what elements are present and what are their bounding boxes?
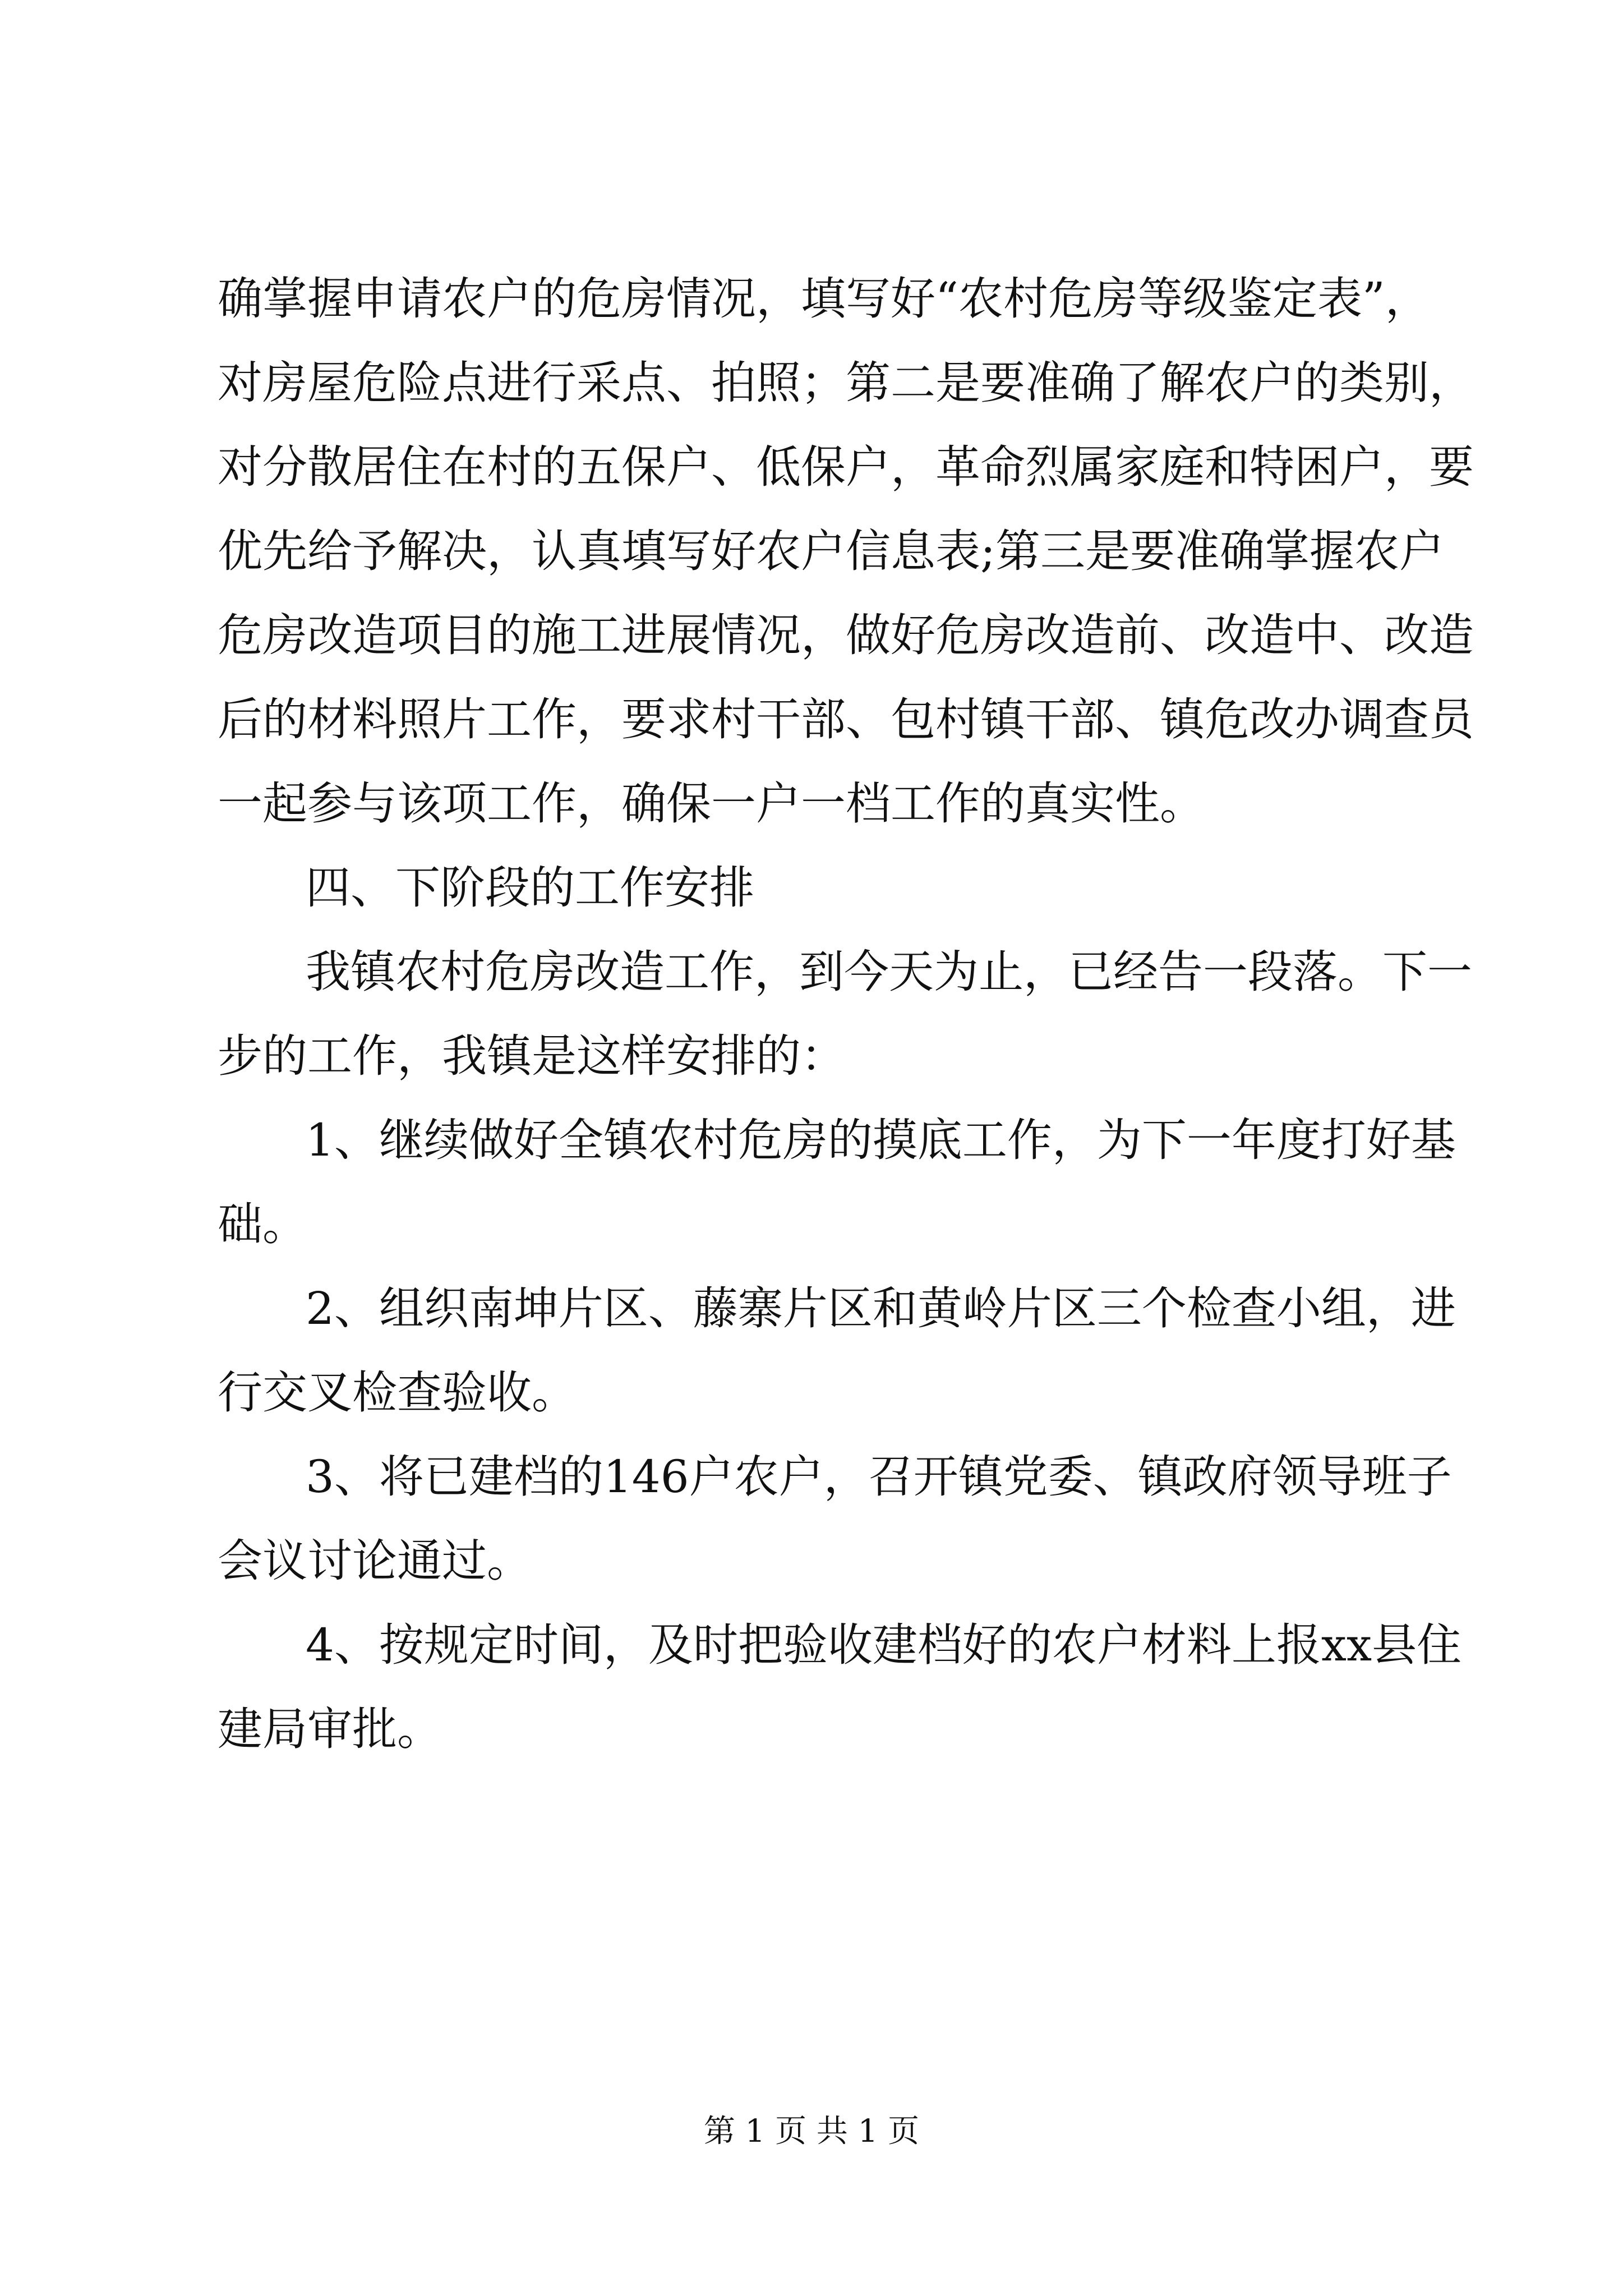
text-line: 确掌握申请农户的危房情况，填写好“农村危房等级鉴定表”， (218, 273, 1430, 325)
list-item-line: 会议讨论通过。 (218, 1535, 532, 1587)
text-line: 对房屋危险点进行采点、拍照；第二是要准确了解农户的类别， (218, 357, 1474, 409)
list-item-line: 2、组织南坤片区、藤寨片区和黄岭片区三个检查小组，进 (306, 1282, 1456, 1335)
section-heading: 四、下阶段的工作安排 (306, 862, 754, 914)
list-item-line: 4、按规定时间，及时把验收建档好的农户材料上报xx县住 (306, 1619, 1462, 1671)
text-line: 一起参与该项工作，确保一户一档工作的真实性。 (218, 777, 1205, 830)
list-item-line: 1、继续做好全镇农村危房的摸底工作，为下一年度打好基 (306, 1114, 1456, 1166)
text-line: 优先给予解决，认真填写好农户信息表;第三是要准确掌握农户 (218, 525, 1444, 577)
list-item-line: 建局审批。 (218, 1703, 442, 1755)
text-line: 后的材料照片工作，要求村干部、包村镇干部、镇危改办调查员 (218, 693, 1474, 746)
page-footer: 第 1 页 共 1 页 (703, 2113, 920, 2150)
text-line: 步的工作，我镇是这样安排的： (218, 1030, 846, 1082)
list-item-line: 础。 (218, 1198, 307, 1250)
text-line: 危房改造项目的施工进展情况，做好危房改造前、改造中、改造 (218, 609, 1474, 661)
list-item-line: 行交叉检查验收。 (218, 1366, 577, 1419)
text-line: 对分散居住在村的五保户、低保户，革命烈属家庭和特困户，要 (218, 441, 1474, 493)
list-item-line: 3、将已建档的146户农户，召开镇党委、镇政府领导班子 (306, 1451, 1452, 1503)
text-line: 我镇农村危房改造工作，到今天为止，已经告一段落。下一 (306, 946, 1472, 998)
